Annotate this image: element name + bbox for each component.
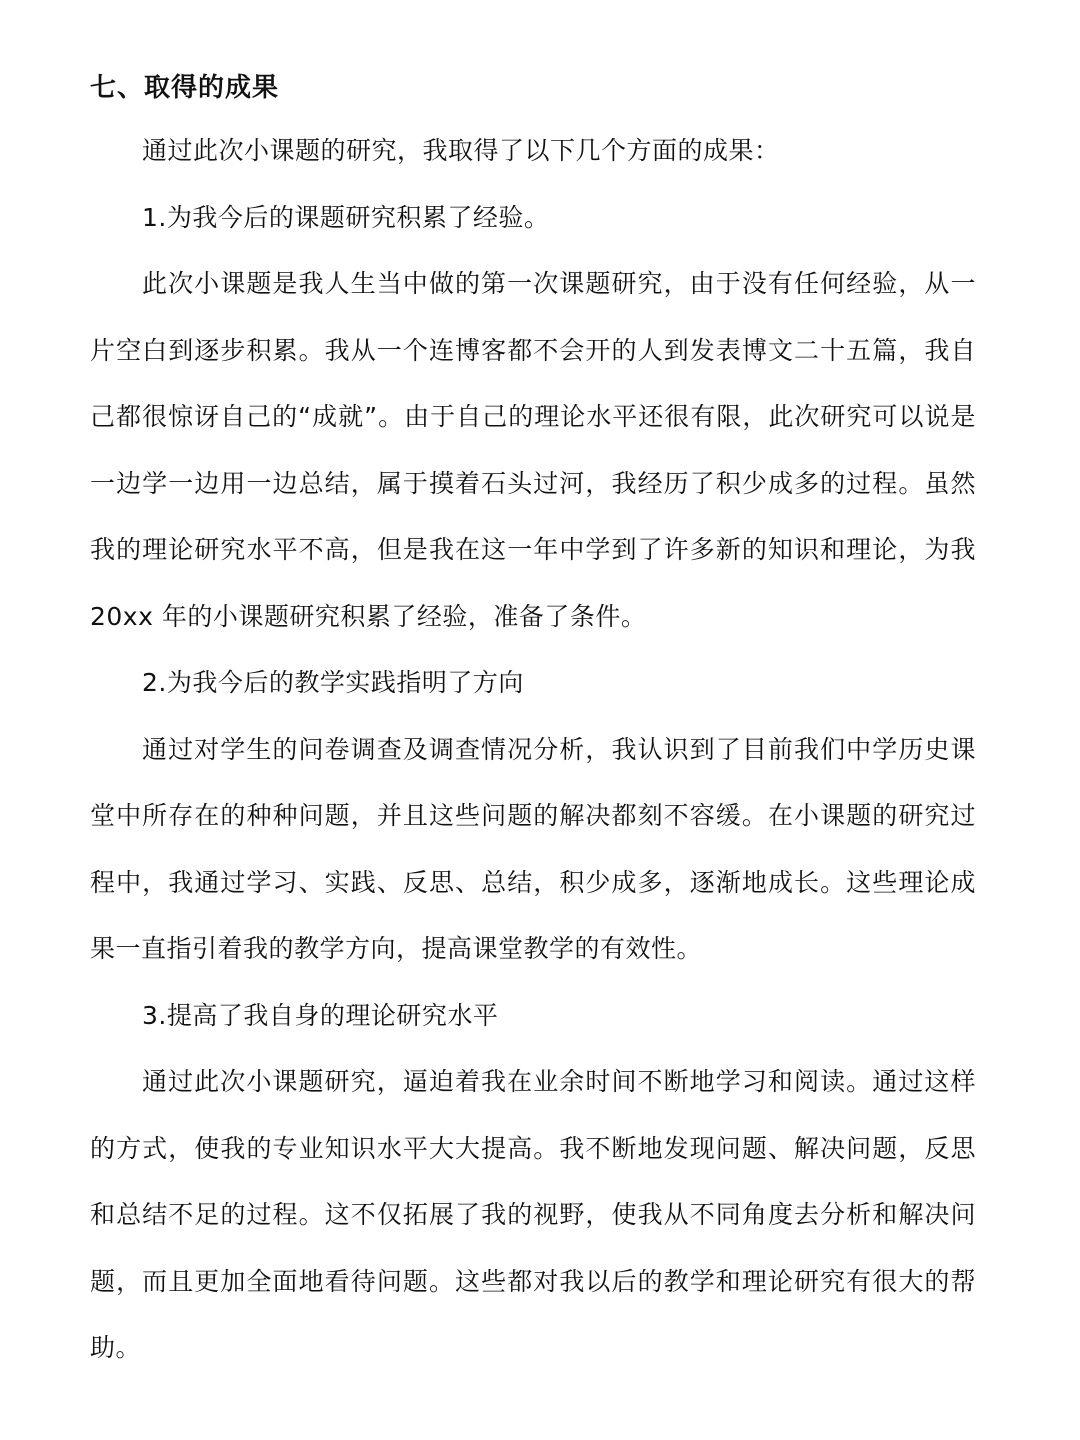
point-2-title: 2.为我今后的教学实践指明了方向 (142, 668, 524, 697)
intro-paragraph: 通过此次小课题的研究，我取得了以下几个方面的成果： (142, 136, 780, 165)
point-3-body: 通过此次小课题研究，逼迫着我在业余时间不断地学习和阅读。通过这样的方式，使我的专业知识水平大大提高。我不断地发现问题、解决问题，反思和总结不足的过程。这不仅拓展了我的视野，使我从不同角度去分析和解决问题，而且更加全面地看待问题。这些都对我以后的教学和理论研究有很大的帮助。 (90, 1067, 976, 1362)
point-1-body: 此次小课题是我人生当中做的第一次课题研究，由于没有任何经验，从一片空白到逐步积累。我从一个连博客都不会开的人到发表博文二十五篇，我自己都很惊讶自己的“成就”。由于自己的理论水平还很有限，此次研究可以说是一边学一边用一边总结，属于摸着石头过河，我经历了积少成多的过程。虽然我的理论研究水平不高，但是我在这一年中学到了许多新的知识和理论，为我 20xx 年的小课题研究积累了经验，准备了条件。 (90, 269, 976, 631)
point-3-title: 3.提高了我自身的理论研究水平 (142, 1000, 499, 1030)
point-2-body: 通过对学生的问卷调查及调查情况分析，我认识到了目前我们中学历史课堂中所存在的种种问题，并且这些问题的解决都刻不容缓。在小课题的研究过程中，我通过学习、实践、反思、总结，积少成多，逐渐地成长。这些理论成果一直指引着我的教学方向，提高课堂教学的有效性。 (90, 734, 976, 963)
section-heading: 七、取得的成果 (90, 73, 280, 103)
point-1-title: 1.为我今后的课题研究积累了经验。 (142, 202, 550, 232)
document-content (90, 62, 976, 1382)
